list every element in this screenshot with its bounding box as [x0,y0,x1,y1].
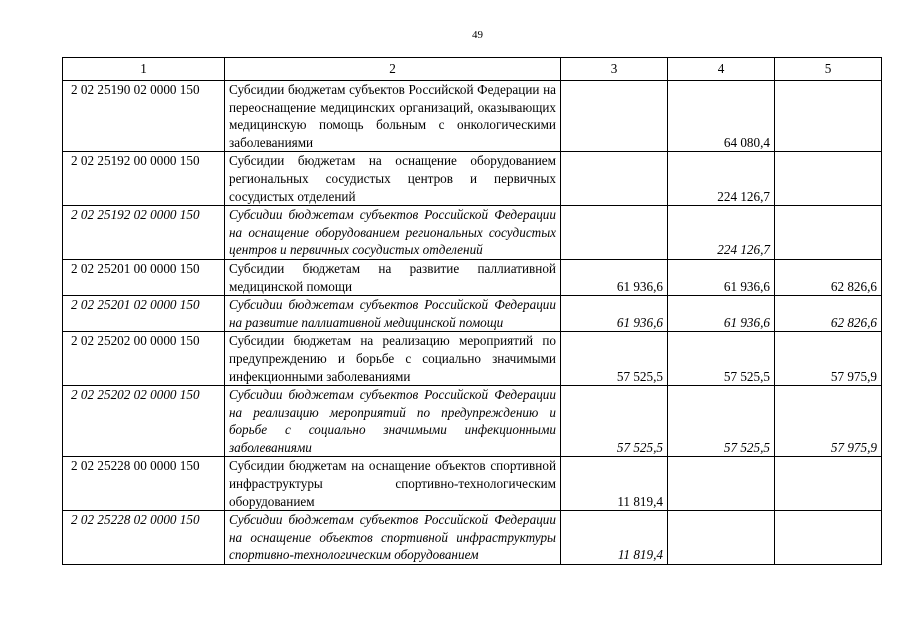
table-row [63,81,882,152]
amount-col3-cell: 57 525,5 [561,386,668,457]
table-row [63,332,882,386]
budget-code-cell: 2 02 25201 00 0000 150 [63,259,225,295]
amount-col4-cell: 61 936,6 [668,296,775,332]
amount-col3-cell [561,152,668,206]
amount-col4-cell: 61 936,6 [668,259,775,295]
budget-table [62,57,882,565]
table-row [63,457,882,511]
amount-col3-cell [561,206,668,260]
column-header: 3 [561,58,668,81]
amount-col5-cell [775,206,882,260]
budget-code-cell: 2 02 25228 00 0000 150 [63,457,225,511]
amount-col4-cell: 224 126,7 [668,206,775,260]
amount-col5-cell: 62 826,6 [775,259,882,295]
amount-col3-cell: 57 525,5 [561,332,668,386]
description-cell: Субсидии бюджетам субъектов Российской Федерации на оснащение оборудованием региональных сосудистых центров и первичных сосудистых отделений [225,206,561,260]
table-row [63,259,882,295]
amount-col4-cell: 57 525,5 [668,332,775,386]
budget-code-cell: 2 02 25201 02 0000 150 [63,296,225,332]
table-header-row [63,58,882,81]
budget-code-cell: 2 02 25202 02 0000 150 [63,386,225,457]
description-cell: Субсидии бюджетам на реализацию мероприятий по предупреждению и борьбе с социально значимыми инфекционными заболеваниями [225,332,561,386]
column-header: 2 [225,58,561,81]
amount-col4-cell: 64 080,4 [668,81,775,152]
table-row [63,296,882,332]
budget-code-cell: 2 02 25202 00 0000 150 [63,332,225,386]
table-row [63,511,882,565]
column-header: 5 [775,58,882,81]
amount-col5-cell [775,457,882,511]
description-cell: Субсидии бюджетам на развитие паллиативной медицинской помощи [225,259,561,295]
amount-col4-cell [668,511,775,565]
amount-col5-cell: 57 975,9 [775,332,882,386]
table-row [63,152,882,206]
description-cell: Субсидии бюджетам субъектов Российской Федерации на оснащение объектов спортивной инфраструктуры спортивно-технологическим оборудованием [225,511,561,565]
amount-col5-cell [775,152,882,206]
column-header: 1 [63,58,225,81]
amount-col5-cell: 57 975,9 [775,386,882,457]
budget-code-cell: 2 02 25192 02 0000 150 [63,206,225,260]
description-cell: Субсидии бюджетам субъектов Российской Федерации на переоснащение медицинских организаций, оказывающих медицинскую помощь больным с онкологическими заболеваниями [225,81,561,152]
amount-col4-cell: 224 126,7 [668,152,775,206]
amount-col4-cell [668,457,775,511]
amount-col5-cell [775,81,882,152]
column-header: 4 [668,58,775,81]
amount-col5-cell: 62 826,6 [775,296,882,332]
amount-col3-cell: 11 819,4 [561,511,668,565]
description-cell: Субсидии бюджетам субъектов Российской Федерации на развитие паллиативной медицинской помощи [225,296,561,332]
description-cell: Субсидии бюджетам на оснащение оборудованием региональных сосудистых центров и первичных сосудистых отделений [225,152,561,206]
amount-col4-cell: 57 525,5 [668,386,775,457]
budget-code-cell: 2 02 25192 00 0000 150 [63,152,225,206]
amount-col3-cell: 11 819,4 [561,457,668,511]
description-cell: Субсидии бюджетам на оснащение объектов спортивной инфраструктуры спортивно-технологическим оборудованием [225,457,561,511]
page-number: 49 [472,29,483,41]
amount-col3-cell: 61 936,6 [561,259,668,295]
table-row [63,206,882,260]
budget-code-cell: 2 02 25228 02 0000 150 [63,511,225,565]
amount-col5-cell [775,511,882,565]
budget-code-cell: 2 02 25190 02 0000 150 [63,81,225,152]
amount-col3-cell: 61 936,6 [561,296,668,332]
table-row [63,386,882,457]
description-cell: Субсидии бюджетам субъектов Российской Федерации на реализацию мероприятий по предупреждению и борьбе с социально значимыми инфекционными заболеваниями [225,386,561,457]
amount-col3-cell [561,81,668,152]
